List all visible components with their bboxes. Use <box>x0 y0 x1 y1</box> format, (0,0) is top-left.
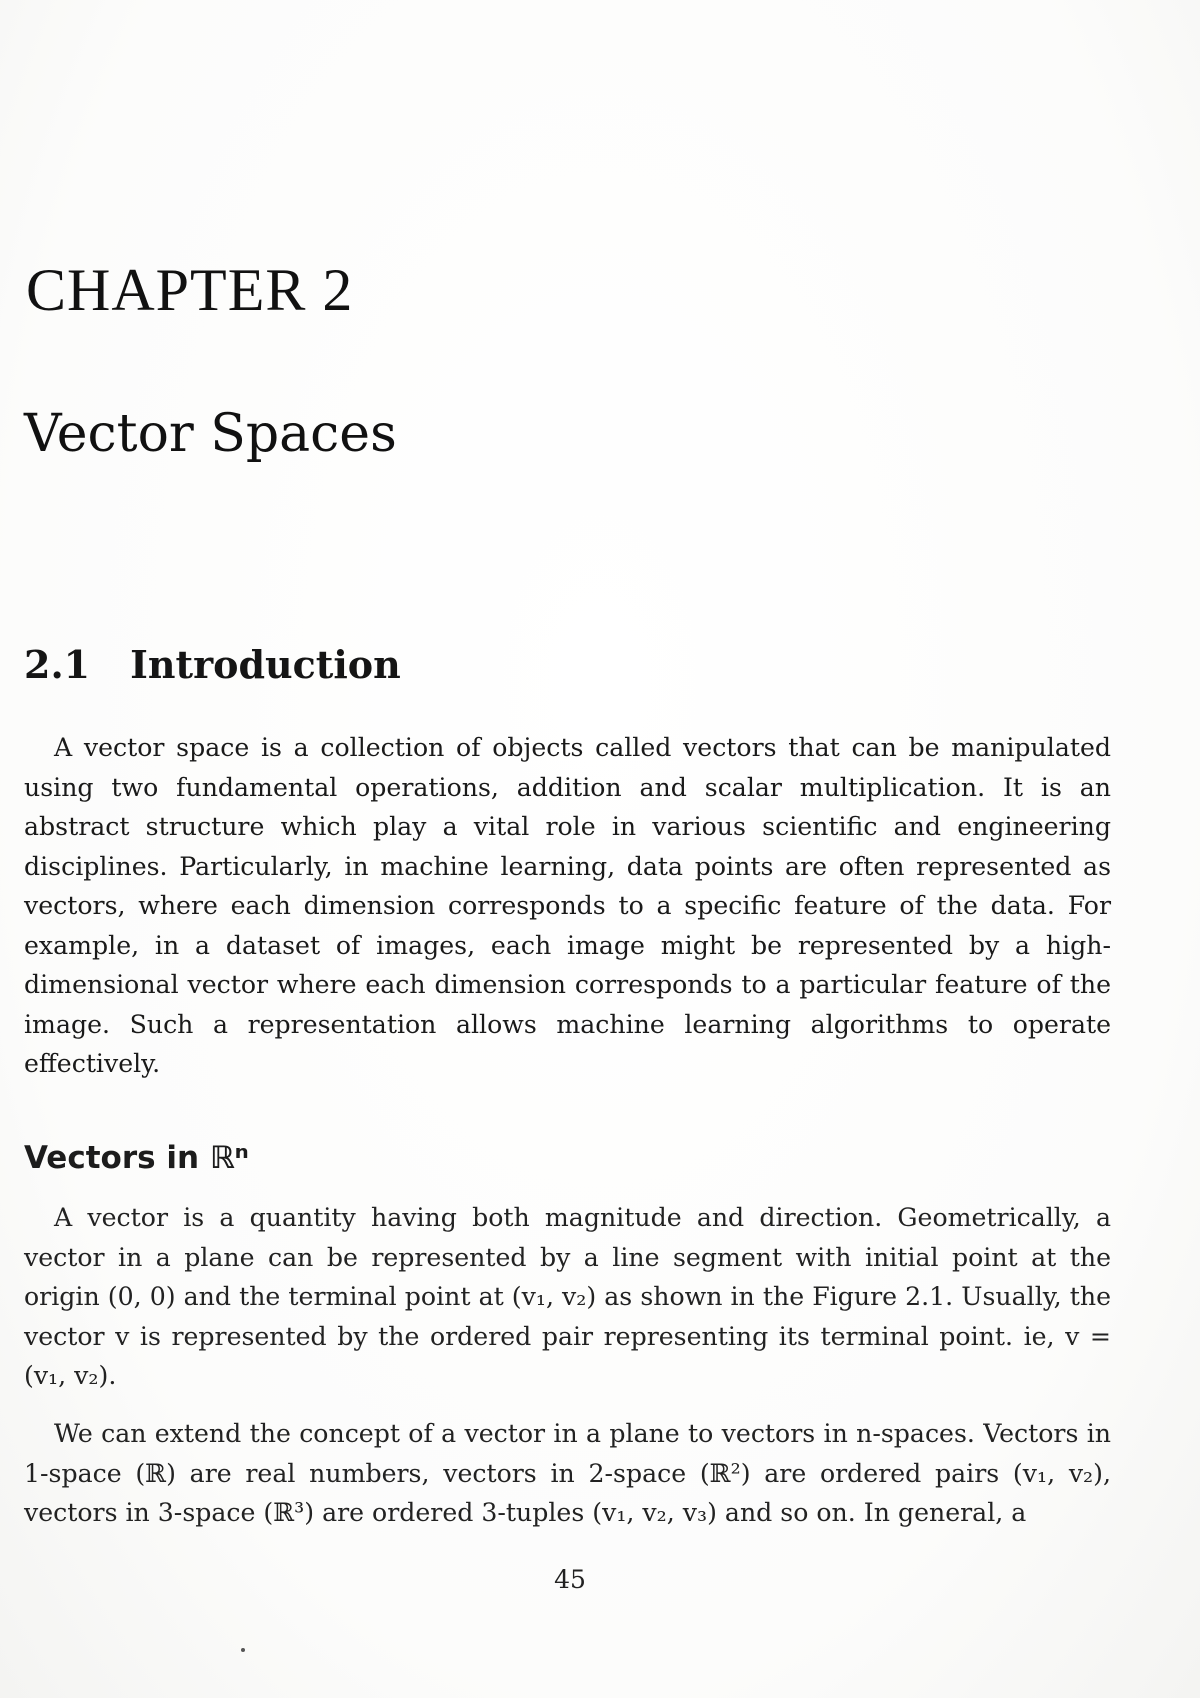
scan-speck <box>241 1648 245 1652</box>
intro-paragraph: A vector space is a collection of objects called vectors that can be manipulated using two fundamental operations, addition and scalar multiplication. It is an abstract structure which play a vital role in various scientific and engineering disciplines. Particularly, in machine learning, data points are often represented as vectors, where each dimension corresponds to a specific feature of the data. For example, in a dataset of images, each image might be represented by a high-dimensional vector where each dimension corresponds to a particular feature of the image. Such a representation allows machine learning algorithms to operate effectively. <box>24 733 1111 1078</box>
section-number: 2.1 <box>24 642 91 687</box>
n-space-paragraph: We can extend the concept of a vector in a plane to vectors in n-spaces. Vectors in 1-space (ℝ) are real numbers, vectors in 2-space (ℝ²) are ordered pairs (v₁, v₂), vectors in 3-space (ℝ³) are ordered 3-tuples (v₁, v₂, v₃) and so on. In general, a <box>24 1419 1111 1527</box>
chapter-title: Vector Spaces <box>24 404 397 464</box>
page-number: 45 <box>554 1565 586 1594</box>
section-heading <box>24 642 401 687</box>
vector-definition-paragraph: A vector is a quantity having both magnitude and direction. Geometrically, a vector in a plane can be represented by a line segment with initial point at the origin (0, 0) and the terminal point at (v₁, v₂) as shown in the Figure 2.1. Usually, the vector v is represented by the ordered pair representing its terminal point. ie, v = (v₁, v₂). <box>24 1203 1111 1390</box>
subsection-heading: Vectors in ℝⁿ <box>24 1140 249 1176</box>
section-title: Introduction <box>130 642 401 687</box>
chapter-label: CHAPTER 2 <box>26 257 354 323</box>
